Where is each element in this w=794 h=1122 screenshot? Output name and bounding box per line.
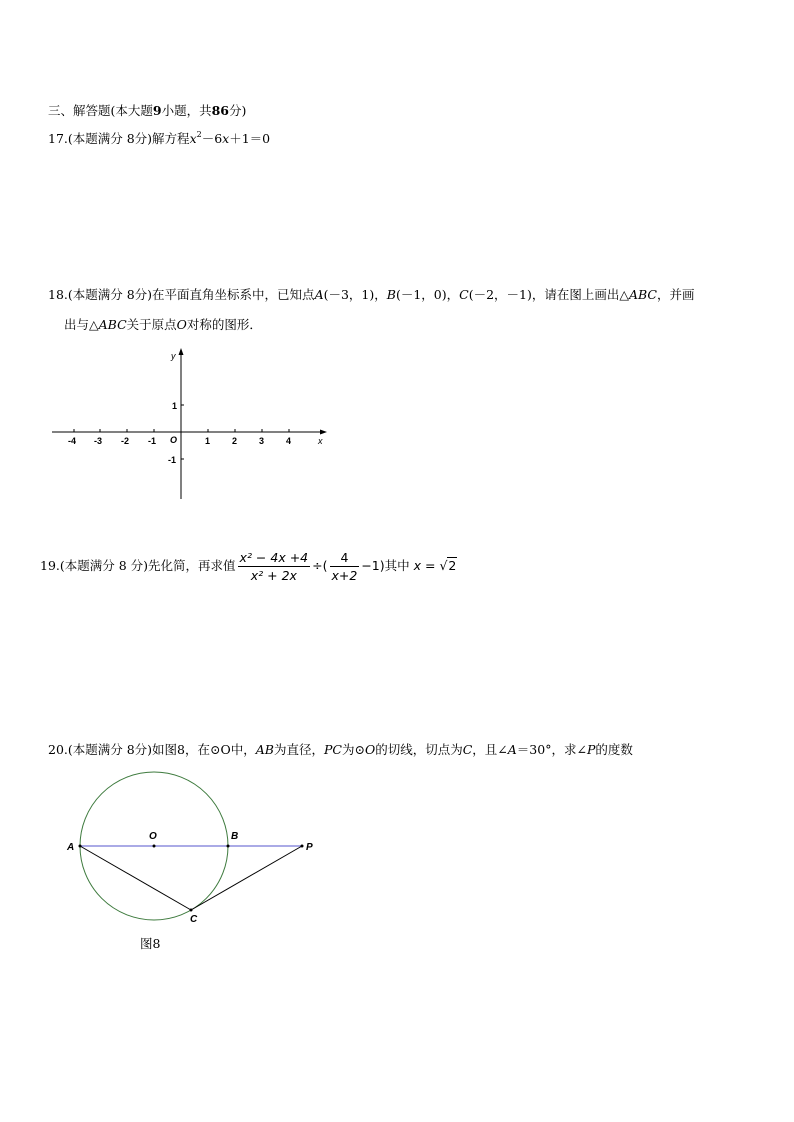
y-tick-label: -1 — [168, 455, 177, 465]
x-tick-label: 4 — [286, 436, 292, 446]
segment-pc — [191, 846, 302, 910]
label-a: A — [67, 842, 75, 853]
label-b: B — [231, 831, 239, 842]
label-o: O — [149, 831, 157, 842]
point-o — [153, 845, 156, 848]
point-b — [227, 845, 230, 848]
x-tick-label: 2 — [232, 436, 238, 446]
section-heading: 三、解答题(本大题9小题，共86分) — [48, 103, 247, 118]
question-19: 19.(本题满分 8 分)先化简，再求值 $\frac{\text{x² − 4x +4}}{\text{x² + 2x}}$ ÷( $\frac{4}{x+2}$ −1)其中 x = √2 — [40, 550, 457, 583]
x-tick-label: -3 — [94, 436, 103, 446]
x-tick-label: 1 — [205, 436, 211, 446]
question-18-line-2: 出与△ABC关于原点O对称的图形． — [64, 317, 262, 332]
segment-ac — [80, 846, 191, 910]
point-c — [190, 909, 193, 912]
question-17: 17.(本题满分 8分)解方程$x^2-6x+1=0$ — [48, 130, 271, 146]
fraction-1: $\frac{\text{x² − 4x +4}}{\text{x² + 2x}}$ — [239, 550, 309, 583]
y-axis-label: y — [171, 351, 176, 361]
question-20: 20.(本题满分 8分)如图8，在⊙O中，AB为直径，PC为⊙O的切线，切点为C，且∠A＝30°，求∠P的度数 — [48, 742, 633, 757]
x-tick-label: -1 — [148, 436, 157, 446]
label-c: C — [190, 914, 198, 925]
y-tick-label: 1 — [172, 401, 178, 411]
x-axis-label: x — [318, 436, 323, 446]
x-tick-label: -4 — [68, 436, 77, 446]
origin-label: O — [170, 435, 178, 445]
x-axis-arrow — [320, 430, 327, 435]
label-p: P — [306, 842, 313, 853]
point-a — [79, 845, 82, 848]
y-axis-arrow — [179, 348, 184, 355]
x-tick-label: 3 — [259, 436, 265, 446]
fraction-2: $\frac{4}{x+2}$ — [331, 550, 358, 583]
sqrt-2: √2 — [439, 558, 457, 573]
x-tick-label: -2 — [121, 436, 130, 446]
figure-caption: 图8 — [140, 936, 161, 951]
question-18-line-1: 18.(本题满分 8分)在平面直角坐标系中，已知点A(－3，1)，B(－1，0)，C(－2，－1)，请在图上画出△ABC，并画 — [48, 287, 695, 302]
point-p — [301, 845, 304, 848]
